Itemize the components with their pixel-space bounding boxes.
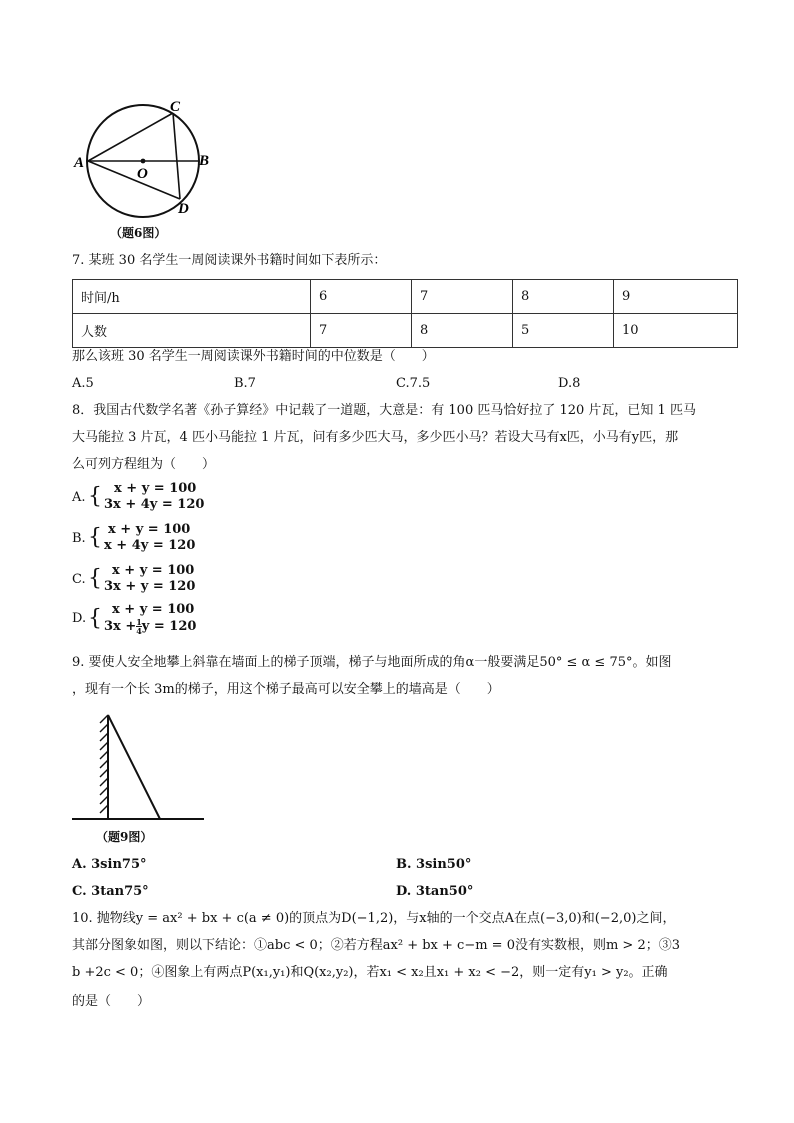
q7-option-b: B.7 — [234, 376, 256, 391]
chord-cd — [173, 113, 180, 199]
equation-2: 3x + y = 120 — [104, 579, 196, 594]
q9-line-2: ，现有一个长 3m的梯子，用这个梯子最高可以安全攀上的墙高是（ ） — [72, 682, 500, 697]
q10-line-4: 的是（ ） — [72, 994, 151, 1009]
option-label: A. — [72, 489, 86, 505]
equation-2: x + 4y = 120 — [104, 538, 196, 553]
equation-1: x + y = 100 — [112, 602, 195, 617]
figure-9-caption: （题9图） — [96, 830, 153, 844]
q9-option-b: B. 3sin50° — [396, 857, 472, 872]
q9-option-d: D. 3tan50° — [396, 884, 474, 899]
table-cell: 10 — [614, 314, 738, 348]
equation-2-part-b: y = 120 — [141, 618, 197, 634]
q8-option-d — [72, 602, 196, 635]
q8-option-a — [72, 481, 204, 513]
figure-6-caption: （题6图） — [110, 226, 167, 240]
brace: { — [88, 484, 102, 509]
q8-line-1: 8．我国古代数学名著《孙子算经》中记载了一道题，大意是：有 100 匹马恰好拉了 120 片瓦，已知 1 匹马 — [72, 403, 696, 418]
q7-option-c: C.7.5 — [396, 376, 431, 391]
chord-ac — [88, 113, 173, 161]
label-o: O — [137, 166, 148, 182]
option-label: D. — [72, 611, 87, 626]
q8-option-b — [72, 522, 195, 554]
equation-1: x + y = 100 — [108, 522, 191, 537]
figure-6-circle-diagram — [70, 95, 220, 225]
brace: { — [88, 566, 102, 591]
equation-2: 3x + 4y = 120 — [104, 497, 205, 512]
table-cell: 人数 — [73, 314, 311, 348]
option-label: C. — [72, 571, 86, 587]
chord-ad — [88, 161, 180, 199]
brace: { — [88, 525, 102, 550]
q10-line-2: 其部分图象如图，则以下结论：①abc < 0；②若方程ax² + bx + c−m = 0没有实数根，则m > 2；③3 — [72, 938, 680, 953]
fraction-numerator: 1 — [136, 617, 142, 627]
table-cell: 7 — [412, 280, 513, 314]
q7-table — [72, 279, 738, 348]
fraction-denominator: 4 — [136, 626, 142, 636]
ladder-line — [108, 715, 160, 819]
label-b: B — [199, 153, 210, 169]
q7-question: 那么该班 30 名学生一周阅读课外书籍时间的中位数是（ ） — [72, 349, 435, 364]
q8-line-2: 大马能拉 3 片瓦，4 匹小马能拉 1 片瓦，问有多少匹大马，多少匹小马？若设大马有x匹，小马有y匹，那 — [72, 430, 679, 445]
wall-hatching — [100, 715, 108, 813]
q7-option-d: D.8 — [558, 376, 581, 391]
q7-option-a: A.5 — [72, 376, 94, 391]
table-cell: 5 — [513, 314, 614, 348]
table-cell: 9 — [614, 280, 738, 314]
table-cell: 6 — [311, 280, 412, 314]
option-label: B. — [72, 530, 86, 546]
label-a: A — [74, 155, 85, 171]
table-cell: 8 — [412, 314, 513, 348]
figure-9-ladder-diagram — [70, 705, 210, 825]
center-point — [141, 159, 146, 164]
equation-2 — [104, 618, 196, 635]
q8-line-3: 么可列方程组为（ ） — [72, 457, 216, 472]
table-cell: 8 — [513, 280, 614, 314]
q10-line-1: 10. 抛物线y = ax² + bx + c(a ≠ 0)的顶点为D(−1,2)，与x轴的一个交点A在点(−3,0)和(−2,0)之间， — [72, 911, 676, 926]
q9-option-c: C. 3tan75° — [72, 884, 149, 899]
q10-line-3: b +2c < 0；④图象上有两点P(x₁,y₁)和Q(x₂,y₂)，若x₁ < x₂且x₁ + x₂ < −2，则一定有y₁ > y₂。正确 — [72, 965, 668, 980]
brace: { — [88, 605, 102, 631]
table-cell: 7 — [311, 314, 412, 348]
equation-2-part-a: 3x + — [104, 618, 137, 634]
table-row — [73, 314, 738, 348]
q8-option-c — [72, 563, 195, 595]
table-row — [73, 280, 738, 314]
q9-line-1: 9. 要使人安全地攀上斜靠在墙面上的梯子顶端，梯子与地面所成的角α一般要满足50° ≤ α ≤ 75°。如图 — [72, 655, 672, 670]
q9-option-a: A. 3sin75° — [72, 857, 147, 872]
label-c: C — [170, 99, 181, 115]
equation-1: x + y = 100 — [114, 481, 197, 496]
q7-stem: 7. 某班 30 名学生一周阅读课外书籍时间如下表所示： — [72, 253, 387, 268]
table-cell: 时间/h — [73, 280, 311, 314]
label-d: D — [178, 201, 189, 217]
equation-1: x + y = 100 — [112, 563, 195, 578]
